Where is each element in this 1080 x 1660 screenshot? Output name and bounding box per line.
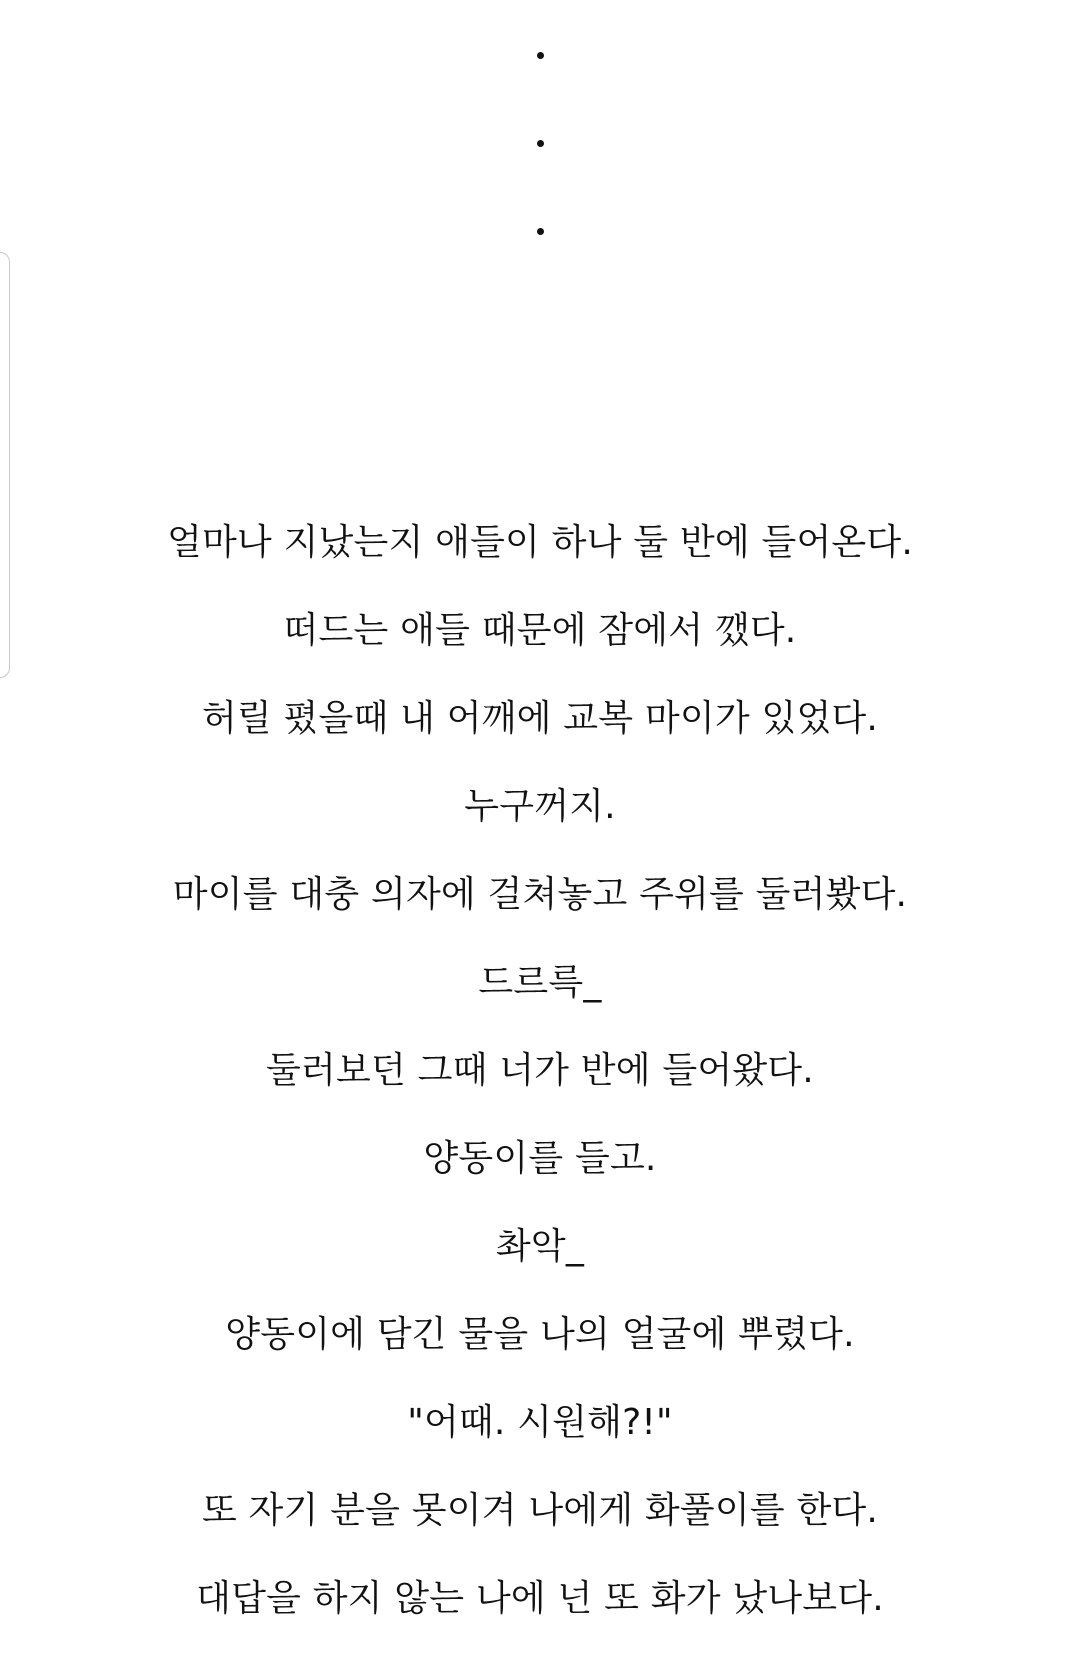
story-line: 누구꺼지. — [464, 786, 616, 827]
story-line: 촤악_ — [495, 1226, 585, 1267]
story-text — [0, 516, 1080, 1660]
story-line: 대답을 하지 않는 나에 넌 또 화가 났나보다. — [196, 1578, 884, 1619]
dot-icon — [537, 140, 544, 147]
story-line: 떠드는 애들 때문에 잠에서 깼다. — [283, 610, 797, 651]
story-line: "어때. 시원해?!" — [407, 1402, 673, 1443]
story-line: 또 자기 분을 못이겨 나에게 화풀이를 한다. — [201, 1490, 879, 1531]
dot-icon — [537, 52, 544, 59]
story-line: 허릴 폈을때 내 어깨에 교복 마이가 있었다. — [201, 698, 879, 739]
story-line: 마이를 대충 의자에 걸쳐놓고 주위를 둘러봤다. — [172, 874, 908, 915]
story-line: 양동이에 담긴 물을 나의 얼굴에 뿌렸다. — [225, 1314, 855, 1355]
story-line: 얼마나 지났는지 애들이 하나 둘 반에 들어온다. — [166, 522, 914, 563]
story-line: 양동이를 들고. — [423, 1138, 657, 1179]
story-line: 드르륵_ — [478, 962, 602, 1003]
story-line: 둘러보던 그때 너가 반에 들어왔다. — [266, 1050, 814, 1091]
dot-icon — [537, 228, 544, 235]
